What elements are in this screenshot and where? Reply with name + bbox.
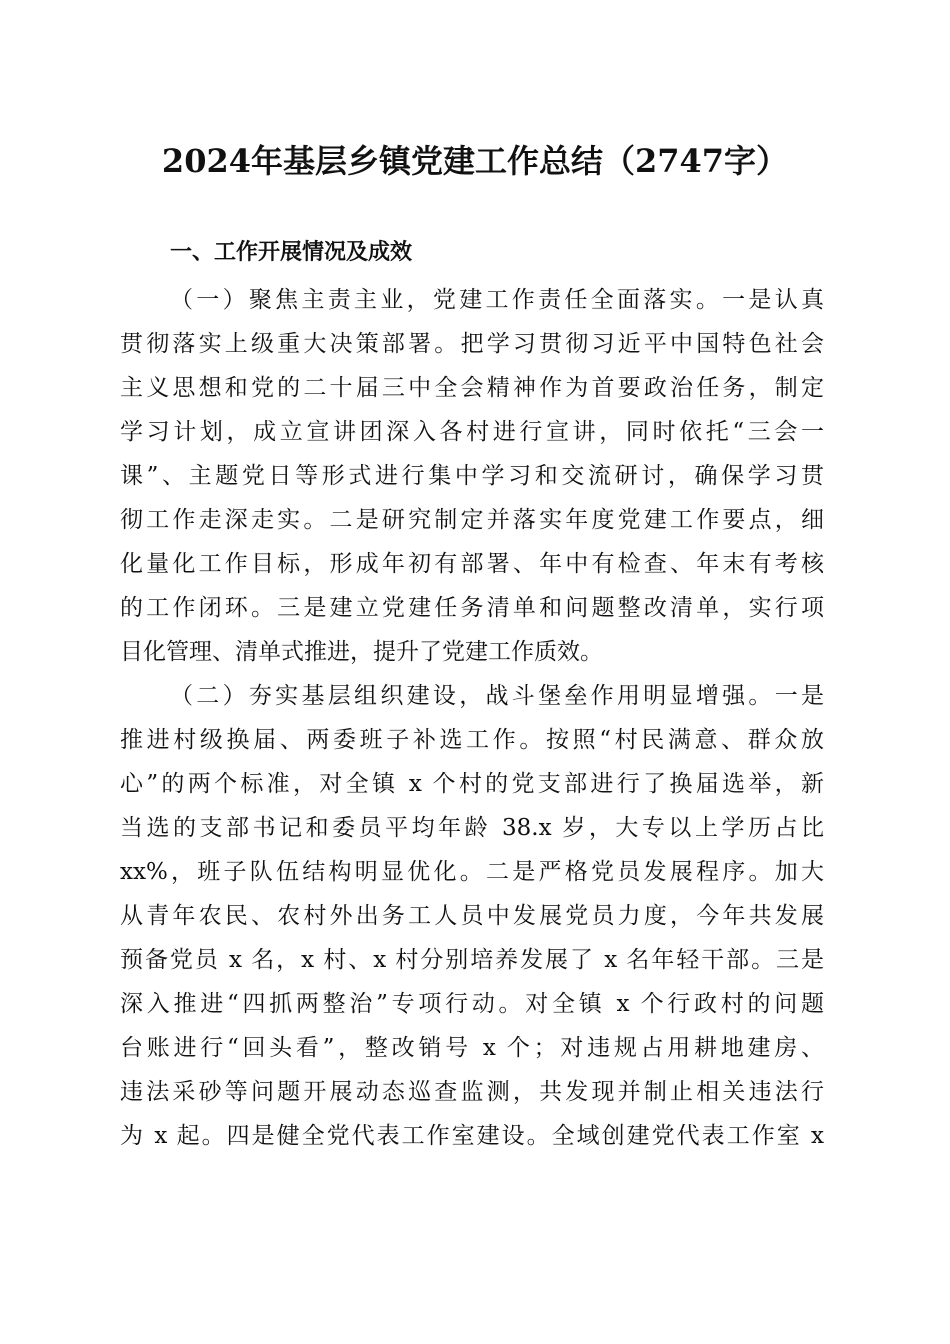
paragraph-line: 贯彻落实上级重大决策部署。把学习贯彻习近平中国特色社会 bbox=[120, 331, 824, 357]
section-heading: 一、工作开展情况及成效 bbox=[170, 240, 413, 265]
paragraph-line: 从青年农民、农村外出务工人员中发展党员力度，今年共发展 bbox=[120, 903, 824, 929]
paragraph-line: 的工作闭环。三是建立党建任务清单和问题整改清单，实行项 bbox=[120, 595, 824, 621]
paragraph-line: （二）夯实基层组织建设，战斗堡垒作用明显增强。一是 bbox=[170, 683, 824, 709]
paragraph-line: 学习计划，成立宣讲团深入各村进行宣讲，同时依托“三会一 bbox=[120, 419, 824, 445]
paragraph-line: 当选的支部书记和委员平均年龄 38.x 岁，大专以上学历占比 bbox=[120, 815, 824, 841]
paragraph-line: 为 x 起。四是健全党代表工作室建设。全域创建党代表工作室 x bbox=[120, 1123, 824, 1149]
paragraph-line: 推进村级换届、两委班子补选工作。按照“村民满意、群众放 bbox=[120, 727, 824, 753]
paragraph-line: 台账进行“回头看”，整改销号 x 个；对违规占用耕地建房、 bbox=[120, 1035, 824, 1061]
paragraph-line: （一）聚焦主责主业，党建工作责任全面落实。一是认真 bbox=[170, 287, 824, 313]
paragraph-line: 违法采砂等问题开展动态巡查监测，共发现并制止相关违法行 bbox=[120, 1079, 824, 1105]
paragraph-line: 彻工作走深走实。二是研究制定并落实年度党建工作要点，细 bbox=[120, 507, 824, 533]
paragraph-line: 心”的两个标准，对全镇 x 个村的党支部进行了换届选举，新 bbox=[120, 771, 824, 797]
document-title: 2024年基层乡镇党建工作总结（2747字） bbox=[161, 142, 789, 180]
paragraph-line: xx%，班子队伍结构明显优化。二是严格党员发展程序。加大 bbox=[120, 859, 824, 885]
paragraph-line: 化量化工作目标，形成年初有部署、年中有检查、年末有考核 bbox=[120, 551, 824, 577]
paragraph-line: 课”、主题党日等形式进行集中学习和交流研讨，确保学习贯 bbox=[120, 463, 824, 489]
paragraph-line: 深入推进“四抓两整治”专项行动。对全镇 x 个行政村的问题 bbox=[120, 991, 824, 1017]
paragraph-line: 主义思想和党的二十届三中全会精神作为首要政治任务，制定 bbox=[120, 375, 824, 401]
paragraph-line: 预备党员 x 名，x 村、x 村分别培养发展了 x 名年轻干部。三是 bbox=[120, 947, 824, 973]
paragraph-line: 目化管理、清单式推进，提升了党建工作质效。 bbox=[120, 639, 603, 665]
